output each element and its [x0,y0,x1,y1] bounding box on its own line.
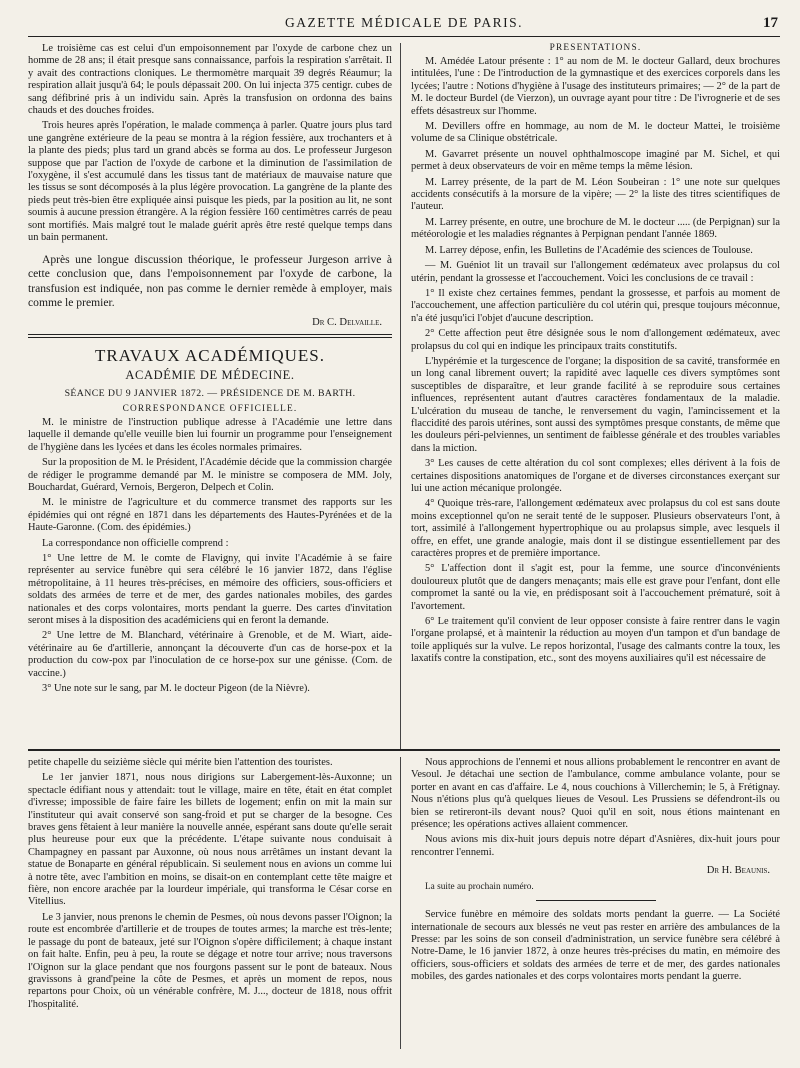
presentation-paragraph: M. Amédée Latour présente : 1° au nom de M. le docteur Gallard, deux brochures intitulées, l'une : De l'introduction de la gymnastique et des exercices corporels dans les lycées; l'autre : Notions d'hygiène à l'usage des instituteurs primaires; — 2° de la part de M. le docteur Burdel (de Vierzon), un ouvrage ayant pour titre : De l'ivrognerie et de ses effets désastreux sur l'homme. [411,56,780,117]
author-signature: Dr C. Delvaille. [312,316,382,328]
article-paragraph: Trois heures après l'opération, le malade commença à parler. Quatre jours plus tard une gangrène extérieure de la peau se montra à la région fessière, aux trochanters et à la plante des pieds; plus tard un grand abcès se forma au dos. Le professeur Jurgeson suppose que par l'action de l'oxyde de carbone et la diminution de l'assimilation de l'oxygène, il s'est accumulé dans les tissus tant de matériaux de mauvaise nature que les tissus se sont décomposés à la plus légère provocation. La gangrène de la plante des pieds peut très-bien être expliquée ainsi puisque les pieds, par la position au lit, ne sont soumis à aucune pression étrangère. A la région fessière 160 centimètres carrés de peau sont mortifiés. Mais malgré tout le malade guérit après être resté quelque temps dans un bain permanent. [28,120,392,244]
correspondence-paragraph: 1° Une lettre de M. le comte de Flavigny, qui invite l'Académie à se faire représenter au service funèbre qui sera célébré le 16 janvier 1872, dans l'église métropolitaine, à 11 heures très-précises, en mémoire des officiers, sous-officiers et soldats des armées de terre et de mer, des gardes nationales mobiles, des gardes nationales et des corps volontaires, morts pendant la guerre. Des cartes d'invitation seront mises à la disposition des académiciens qui en feront la demande. [28,552,392,626]
correspondence-paragraph: M. le ministre de l'agriculture et du commerce transmet des rapports sur les épidémies qui ont régné en 1871 dans les départements des Hautes-Pyrénées et de la Haute-Garonne. (Com. des épidémies.) [28,497,392,534]
correspondence-paragraph: La correspondance non officielle comprend : [42,537,229,549]
correspondence-paragraph: 3° Une note sur le sang, par M. le docteur Pigeon (de la Nièvre). [42,683,310,694]
feuilleton-paragraph: Nous approchions de l'ennemi et nous allions probablement le rencontrer en avant de Vesoul. Je détachai une section de l'ambulance, comme ambulance volante, pour se porter en avant en cas d'affaire. Le 4, nous couchions à Villerchemin; le 5, à Frétignay. Nous n'étions plus qu'à quelques lieues de Vesoul. Les Prussiens se défendront-ils ou bien se retireront-ils devant nous? Quoi qu'il en soit, nous étions maintenant en présence; les opérations actives allaient commencer. [411,757,780,831]
correspondence-paragraph: Sur la proposition de M. le Président, l'Académie décide que la commission chargée de rédiger le programme demandé par M. le ministre se composera de MM. Joly, Bouchardat, Guérard, Vernois, Bergeron, Delpech et Colin. [28,457,392,493]
divider [536,900,656,901]
top-right-column [400,43,780,749]
presentation-paragraph: M. Larrey présente, en outre, une brochure de M. le docteur ..... (de Perpignan) sur la météorologie et les maladies régnantes à Perpignan pendant l'année 1869. [411,216,780,241]
conclusion-paragraph: 5° L'affection dont il s'agit est, pour la femme, une source d'inconvénients douloureux plutôt que de dangers menaçants; mais elle est grave pour l'enfant, dont elle compromet la santé ou la vie, en prédisposant soit à l'accouchement prématuré, soit à l'avortement. [411,563,780,612]
feuilleton-section [28,749,780,1049]
feuilleton-paragraph: Nous avions mis dix-huit jours depuis notre départ d'Asnières, dix-huit jours pour rencontrer l'ennemi. [411,834,780,858]
top-left-column [28,43,400,749]
continued-note: La suite au prochain numéro. [425,882,534,893]
presentation-paragraph: M. Larrey dépose, enfin, les Bulletins de l'Académie des sciences de Toulouse. [425,244,753,256]
presentation-paragraph: M. Larrey présente, de la part de M. Léon Soubeiran : 1° une note sur quelques accidents consécutifs à la morsure de la vipère; — 2° la liste des titres scientifiques de l'auteur. [411,176,780,213]
author-signature: Dr H. Beaunis. [706,865,770,877]
conclusion-paragraph: 6° Le traitement qu'il convient de leur opposer consiste à faire rentrer dans le vagin l'organe prolapsé, et à maintenir la réduction au moyen d'un tampon et d'un bandage de toile appliqués sur la vulve. Le repos horizontal, l'usage des calmants contre la toux, les laxatifs contre la constipation, etc., sont des moyens auxiliaires qu'il est nécessaire de [411,616,780,665]
page-number: 17 [763,15,778,31]
running-title: GAZETTE MÉDICALE DE PARIS. [285,15,523,30]
funeral-notice: Service funèbre en mémoire des soldats morts pendant la guerre. — La Société internationale de secours aux blessés ne veut pas rester en arrière des ambulances de la Presse: par les soins de son conseil d'administration, un service funèbre sera célébré à Notre-Dame, le 16 janvier 1872, à onze heures très-précises du matin, en mémoire des officiers, sous-officiers et soldats des armées de terre et de mer, des gardes nationales mobiles, des gardes nationales et des corps volontaires morts pendant la guerre. [411,909,780,983]
presentations-heading: PRÉSENTATIONS. [549,43,642,53]
conclusion-paragraph: 3° Les causes de cette altération du col sont complexes; elles dérivent à la fois de certaines dispositions anatomiques de l'organe et de diverses circonstances exerçant sur lui une action mécanique prolongée. [411,458,780,494]
presentation-paragraph: — M. Guéniot lit un travail sur l'allongement œdémateux avec prolapsus du col utérin, pendant la grossesse et l'accouchement. Voici les conclusions de ce travail : [411,260,780,284]
conclusion-paragraph: 2° Cette affection peut être désignée sous le nom d'allongement œdémateux, avec prolapsus du col qui en indique les principaux traits constitutifs. [411,328,780,352]
bottom-right-column [400,757,780,1049]
section-title: TRAVAUX ACADÉMIQUES. [94,345,325,365]
top-section [28,37,780,749]
correspondence-paragraph: 2° Une lettre de M. Blanchard, vétérinaire à Grenoble, et de M. Wiart, aide-vétérinaire au 6e d'artillerie, annonçant la découverte d'un cas de horse-pox et la production du cow-pox par l'inoculation de ce horse-pox sur une génisse. (Com. de vaccine.) [28,630,392,679]
feuilleton-paragraph: Le 1er janvier 1871, nous nous dirigions sur Labergement-lès-Auxonne; un spectacle édifiant nous y attendait: tout le village, maire en tête, était en état complet d'ivresse; impossible de faire faire les billets de logement; enfin on mit la main sur l'instituteur qui avait conservé son sang-froid et put se charger de la besogne. Ces braves gens fêtaient à leur manière la nouvelle année, espérant sans doute qu'elle serait plus heureuse pour eux que la précédente. L'étape suivante nous conduisait à Champagney en passant par Auxonne, où nous nous arrêtâmes un instant devant la statue de Bonaparte en général républicain. Si seulement nous en avions un comme lui à notre tête, avec l'ambition en moins, se disait-on en contemplant cette tête maigre et fière, non encore arachée par la lourdeur impériale, qui transforma le César corse en Vitellius. [28,772,392,908]
presentation-paragraph: M. Gavarret présente un nouvel ophthalmoscope imaginé par M. Sichel, et qui permet à deux observateurs de voir en même temps la même lésion. [411,148,780,173]
correspondence-paragraph: M. le ministre de l'instruction publique adresse à l'Académie une lettre dans laquelle il demande qu'elle veuille bien lui fournir un programme pour l'enseignement de l'hygiène dans les lycées et dans les écoles normales primaires. [28,416,392,453]
conclusion-paragraph: 1° Il existe chez certaines femmes, pendant la grossesse, et parfois au moment de l'accouchement, une affection particulière du col utérin qui, presque toujours méconnue, n'a été jusqu'ici l'objet d'aucune description. [411,287,780,324]
feuilleton-paragraph: Le 3 janvier, nous prenons le chemin de Pesmes, où nous devons passer l'Oignon; la route est encombrée d'artillerie et de troupes de toutes armes; la marche est très-lente; le passage du pont de bateaux, jeté sur l'Oignon s'opère difficilement; à chaque instant on fait halte. Enfin, peu à peu, la route se dégage et notre tour arrive; nous traversons l'Oignon sur la glace pendant que nos fourgons passent sur le pont de bateaux. Nous gravissons à grand'peine la côte de Pesmes, et après un moment de repos, nous repartons pour Choix, où un vénérable confrère, M. J..., docteur de 1818, nous offrit l'hospitalité. [28,911,392,1010]
presentation-paragraph: M. Devillers offre en hommage, au nom de M. le docteur Mattei, le troisième volume de sa Clinique obstétricale. [411,121,780,145]
feuilleton-paragraph: petite chapelle du seizième siècle qui mérite bien l'attention des touristes. [28,757,333,768]
session-heading: SÉANCE DU 9 JANVIER 1872. — PRÉSIDENCE DE M. BARTH. [64,387,356,399]
article-conclusion: Après une longue discussion théorique, le professeur Jurgeson arrive à cette conclusion que, dans l'empoisonnement par l'oxyde de carbone, la transfusion est indiquée, non pas comme le dernier remède à employer, mais comme le premier. [28,252,392,310]
section-divider [28,334,392,338]
page-header [28,10,780,37]
academy-heading: ACADÉMIE DE MÉDECINE. [125,367,295,382]
article-paragraph: Le troisième cas est celui d'un empoisonnement par l'oxyde de carbone chez un homme de 28 ans; il était presque sans connaissance, parfois la respiration s'arrêtait. Il y avait des contractions cloniques. Le thermomètre marquait 39 degrés Réaumur; la respiration allait jusqu'à 64; le pouls dépassait 200. On lui injecta 375 centigr. cubes de sang défibriné pris à un individu sain. Après la transfusion on ordonna des bains chauds et des douches froides. [28,43,392,117]
bottom-left-column [28,757,400,1049]
correspondence-heading: CORRESPONDANCE OFFICIELLE. [122,403,298,414]
conclusion-paragraph: L'hypérémie et la turgescence de l'organe; la disposition de sa cavité, transformée en un long canal librement ouvert; la rapidité avec laquelle ces divers symptômes sont susceptibles de disparaître, et leur grande facilité à se reproduire sous certaines influences, représentent autant d'autres caractères fondamentaux de la maladie. L'ulcération du museau de tanche, le renversement du vagin, l'amincissement et la flaccidité des parois utérines, sont aussi des symptômes presque constants, de même que les douleurs péri-pelviennes, un sentiment de faiblesse générale et des troubles variables dans la miction. [411,355,780,454]
conclusion-paragraph: 4° Quoique très-rare, l'allongement œdémateux avec prolapsus du col est sans doute moins exceptionnel qu'on ne serait tenté de le supposer. Plusieurs observateurs l'ont, à tort, assimilé à l'allongement hypertrophique ou au prolapsus simple, avec lesquels il offre, en effet, une grande analogie, mais dont il se distingue essentiellement par des caractères propres et de première importance. [411,498,780,560]
